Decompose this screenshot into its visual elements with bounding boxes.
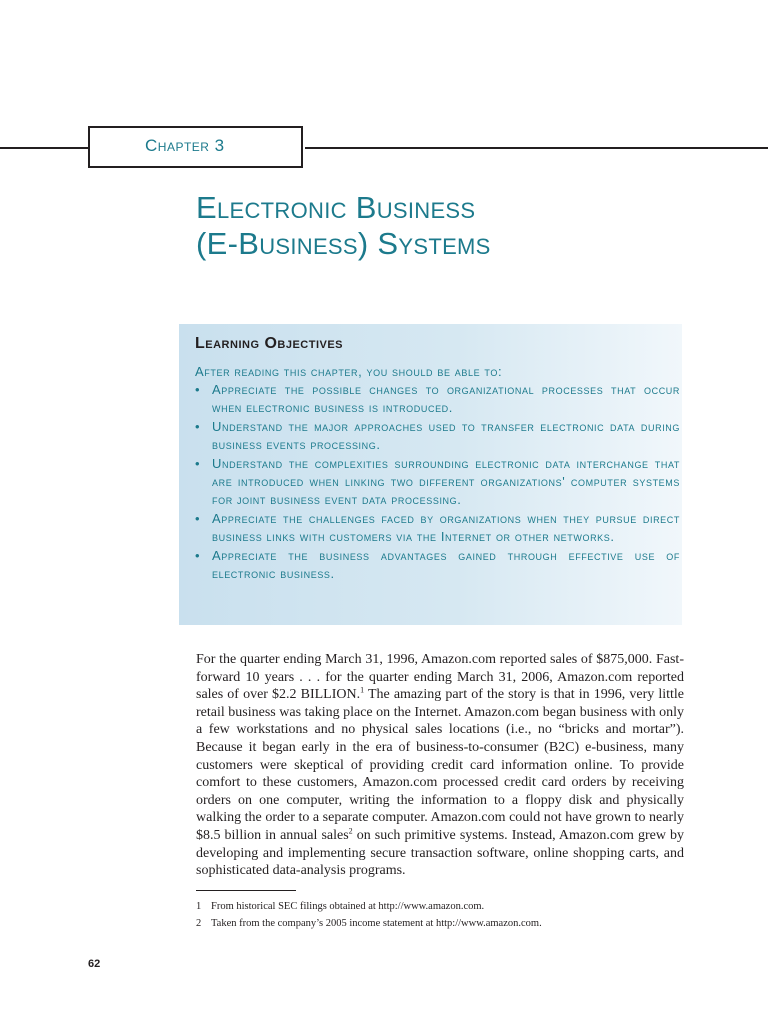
- objective-item: [195, 418, 682, 454]
- body-text-part-1: For the quarter ending March 31, 1996, Amazon.com reported sales of $875,000. Fast-forward 10 years . . . for the quarter ending March 31, 2006, Amazon.com reported sales of over $2.2 BILLION.: [196, 652, 684, 703]
- body-text-part-2: The amazing part of the story is that in 1996, very little retail business was taking place on the Internet. Amazon.com began business with only a few workstations and no physical sales locations (i.e., no “bricks and mortar”). Because it began early in the era of business-to-consumer (B2C) e-business, many customers were skeptical of providing credit card information online. To provide comfort to these customers, Amazon.com processed credit card orders by receiving orders on one computer, writing the information to a floppy disk and physically walking the order to a separate computer. Amazon.com could not have grown to nearly $8.5 billion in annual sales: [196, 687, 684, 843]
- objective-text: Understand the complexities surrounding electronic data interchange that are introduced when linking two different organizations' computer systems for joint business event data processing.: [212, 456, 680, 507]
- footnote-rule: [196, 890, 296, 891]
- objective-item: [195, 547, 682, 583]
- chapter-title-line-1: Electronic Business: [196, 190, 476, 225]
- chapter-title-line-2: (E-Business) Systems: [196, 226, 491, 261]
- objective-text: Appreciate the possible changes to organizational processes that occur when electronic business is introduced.: [212, 382, 680, 415]
- bullet-icon: •: [195, 382, 201, 397]
- objective-item: [195, 455, 682, 509]
- footnote-text: Taken from the company’s 2005 income statement at http://www.amazon.com.: [211, 918, 542, 929]
- footnote-number: 2: [196, 918, 202, 929]
- objective-item: [195, 510, 682, 546]
- bullet-icon: •: [195, 511, 201, 526]
- footnote-number: 1: [196, 901, 202, 912]
- body-text-part-3: on such primitive systems. Instead, Amazon.com grew by developing and implementing secure transaction software, online shopping carts, and sophisticated data-analysis programs.: [196, 827, 684, 879]
- body-paragraph-text: [196, 651, 684, 880]
- chapter-title: [196, 190, 736, 262]
- footnotes: [196, 898, 696, 932]
- bullet-icon: •: [195, 419, 201, 434]
- objective-item: [195, 381, 682, 417]
- objective-text: Understand the major approaches used to transfer electronic data during business events processing.: [212, 419, 680, 452]
- chapter-rule-left: [0, 147, 88, 149]
- objective-text: Appreciate the challenges faced by organizations when they pursue direct business links with customers via the Internet or other networks.: [212, 511, 680, 544]
- chapter-box: [88, 126, 303, 168]
- learning-objectives-box: [179, 324, 682, 625]
- learning-objectives-heading: Learning Objectives: [195, 335, 344, 352]
- body-paragraph: [196, 651, 684, 880]
- footnote-2: [196, 915, 696, 932]
- bullet-icon: •: [195, 456, 201, 471]
- footnote-text: From historical SEC filings obtained at http://www.amazon.com.: [211, 901, 485, 912]
- page-number: 62: [88, 958, 101, 970]
- footnote-ref-2: 2: [348, 826, 353, 836]
- learning-objectives-list: [195, 381, 682, 583]
- chapter-label: Chapter 3: [145, 136, 225, 155]
- bullet-icon: •: [195, 548, 201, 563]
- footnote-1: [196, 898, 696, 915]
- footnote-ref-1: 1: [360, 685, 365, 695]
- objective-text: Appreciate the business advantages gained through effective use of electronic business.: [212, 548, 680, 581]
- chapter-rule-right: [305, 147, 768, 149]
- learning-objectives-intro: After reading this chapter, you should be able to:: [195, 364, 503, 379]
